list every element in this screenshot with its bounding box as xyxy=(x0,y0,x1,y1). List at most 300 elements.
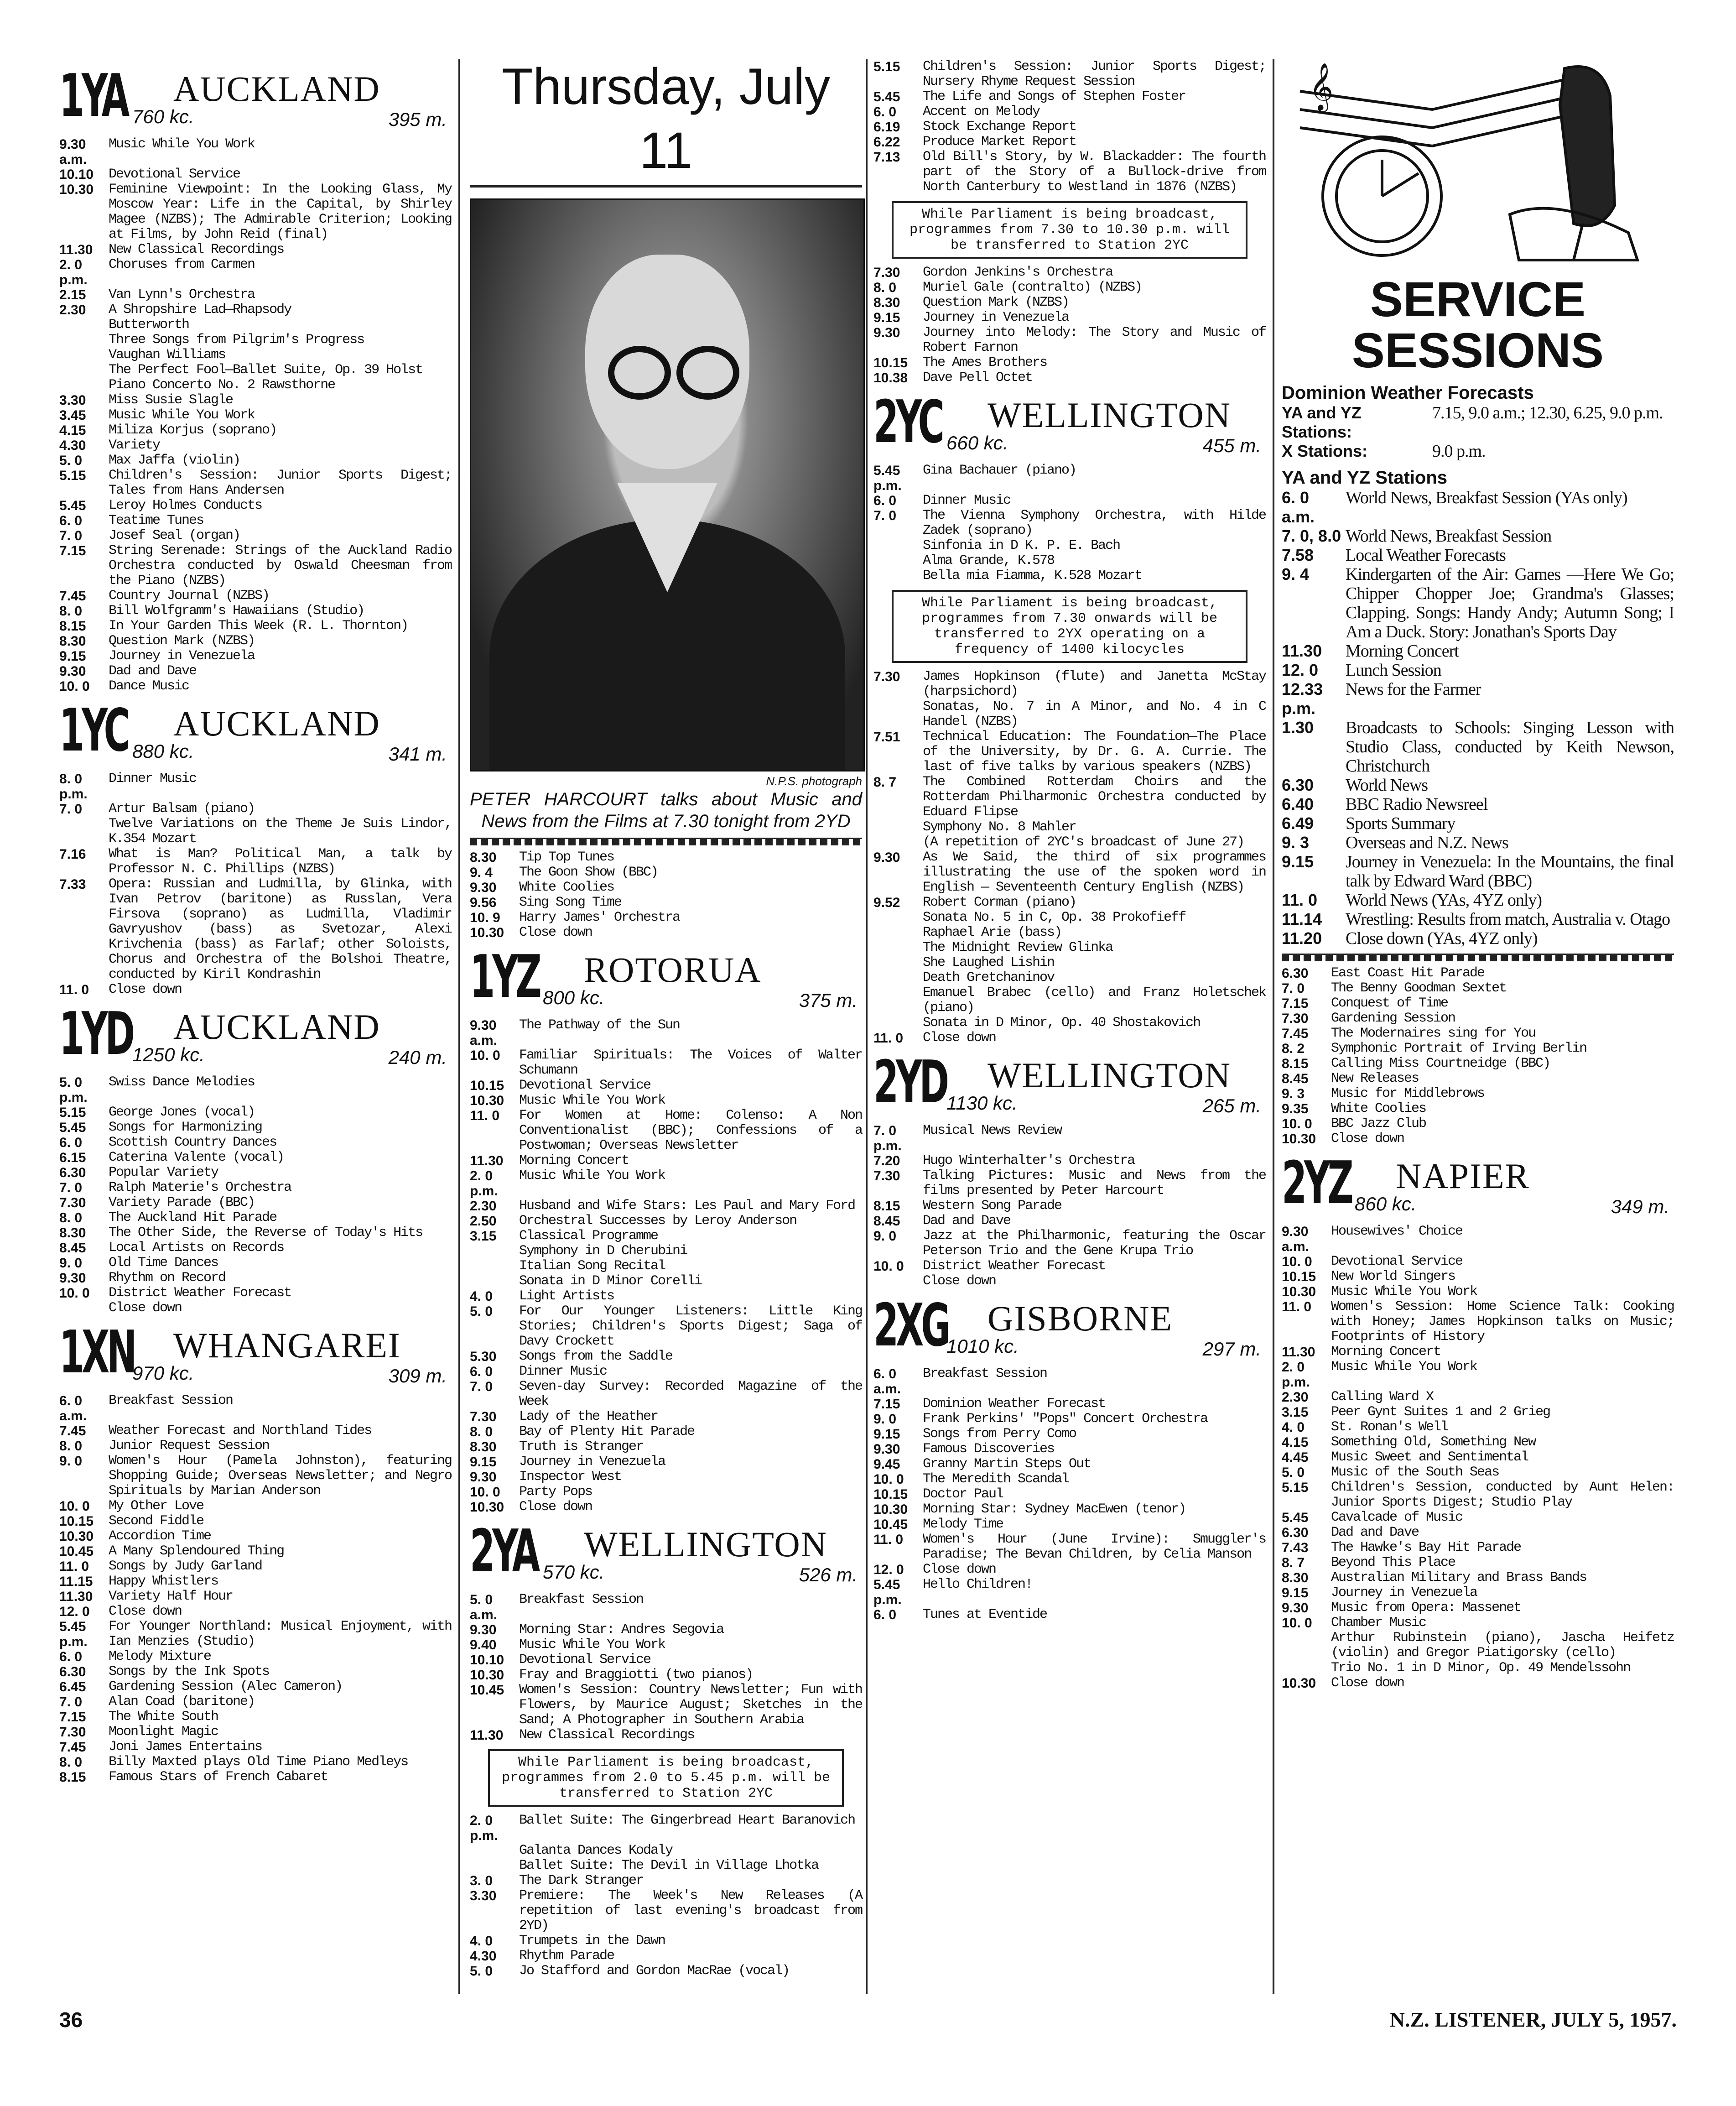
program-list-2ya-evening xyxy=(873,265,1266,386)
program-time: 9.30 xyxy=(59,1271,86,1286)
program-title: The Vienna Symphony Orchestra, with Hilde Zadek (soprano) xyxy=(923,508,1266,538)
program-row xyxy=(59,1393,452,1423)
program-time: 3.15 xyxy=(470,1229,497,1244)
program-time: 8.45 xyxy=(873,1214,900,1229)
program-time: 8.15 xyxy=(59,1770,86,1785)
station-city: NAPIER xyxy=(1396,1156,1530,1196)
parliament-notice: While Parliament is being broadcast, programmes from 2.0 to 5.45 p.m. will be transferred to Station 2YC xyxy=(488,1749,844,1807)
program-row xyxy=(470,1949,862,1964)
program-title: Songs by the Ink Spots xyxy=(109,1664,270,1679)
program-row xyxy=(470,880,862,895)
program-title: Journey into Melody: The Story and Music of Robert Farnon xyxy=(923,325,1266,355)
program-row xyxy=(470,1637,862,1652)
program-time: 7. 0 xyxy=(873,508,897,523)
program-title: The Pathway of the Sun xyxy=(519,1017,680,1033)
program-time: 6. 0 xyxy=(470,1364,493,1379)
program-list-1xn xyxy=(59,1393,452,1785)
program-time: 10.45 xyxy=(873,1517,908,1532)
program-time: 2. 0 p.m. xyxy=(470,1168,498,1199)
program-title: Emanuel Brabec (cello) and Franz Holetschek (piano) xyxy=(923,985,1266,1016)
program-title: Question Mark (NZBS) xyxy=(109,633,255,649)
program-row xyxy=(1282,546,1674,565)
program-title: Opera: Russian and Ludmilla, by Glinka, with Ivan Petrov (baritone) as Russlan, Vera Firsova (soprano) as Ludmilla, Vladimir Gavryushov (bass) as Svetozar, Alexi Krivchenia (bass) as Farlaf; other Soloists, Chorus and Orchestra of the Bolshoi Theatre, conducted by Kiril Kondrashin xyxy=(109,876,452,982)
program-title: World News (YAs, 4YZ only) xyxy=(1346,891,1542,910)
program-time: 9.30 xyxy=(470,1470,497,1485)
program-time: 6. 0 a.m. xyxy=(59,1393,87,1423)
program-time: 10.15 xyxy=(1282,1269,1316,1284)
program-time: 10.15 xyxy=(873,1487,908,1502)
program-time: 7.45 xyxy=(1282,1026,1309,1041)
program-title: Breakfast Session xyxy=(923,1366,1047,1381)
program-title: Western Song Parade xyxy=(923,1198,1062,1214)
program-row xyxy=(470,1409,862,1424)
program-title: Alma Grande, K.578 xyxy=(923,553,1055,568)
station-city: ROTORUA xyxy=(584,950,762,990)
program-title: Produce Market Report xyxy=(923,134,1076,150)
program-time xyxy=(873,1274,923,1289)
program-title: Music While You Work xyxy=(519,1637,665,1652)
program-row xyxy=(59,649,452,664)
program-time: 9.30 xyxy=(873,850,900,865)
program-title: The Auckland Hit Parade xyxy=(109,1210,277,1225)
station-wavelength: 349 m. xyxy=(1611,1196,1669,1217)
program-time: 7. 0, 8.0 xyxy=(1282,526,1341,545)
program-row xyxy=(873,1229,1266,1259)
program-title: Calling Miss Courtneidge (BBC) xyxy=(1331,1056,1550,1071)
program-time: 5.45 xyxy=(1282,1510,1309,1525)
program-time xyxy=(873,970,923,985)
station-code: 2YA xyxy=(470,1517,537,1585)
program-title: Symphonic Portrait of Irving Berlin xyxy=(1331,1041,1587,1056)
program-title: Sonata No. 5 in C, Op. 38 Prokofieff xyxy=(923,910,1186,925)
program-row xyxy=(873,493,1266,508)
program-time: 3.30 xyxy=(59,393,86,408)
program-row xyxy=(59,242,452,257)
program-row xyxy=(59,543,452,589)
program-time xyxy=(873,955,923,970)
program-time: 6. 0 xyxy=(873,104,897,120)
program-time: 6. 0 a.m. xyxy=(1282,488,1315,526)
program-row xyxy=(59,1301,452,1316)
station-frequency: 970 kc. xyxy=(132,1362,194,1384)
program-list-2yd xyxy=(873,1123,1266,1289)
program-time: 10. 0 xyxy=(1282,1116,1312,1131)
program-time: 10.45 xyxy=(59,1544,94,1559)
program-row xyxy=(470,1364,862,1379)
program-title: Songs by Judy Garland xyxy=(109,1559,262,1574)
program-row xyxy=(873,925,1266,940)
station-wavelength: 309 m. xyxy=(388,1365,447,1387)
program-title: Artur Balsam (piano) xyxy=(109,801,255,817)
program-row xyxy=(59,1454,452,1499)
program-time: 9. 0 xyxy=(873,1229,897,1244)
program-title: Wrestling: Results from match, Australia v. Otago xyxy=(1346,910,1670,929)
program-title: Variety Half Hour xyxy=(109,1589,233,1604)
program-title: Women's Hour (June Irvine): Smuggler's Paradise; The Bevan Children, by Celia Manson xyxy=(923,1532,1266,1562)
program-list-2yd-cont xyxy=(470,850,862,940)
program-row xyxy=(470,1304,862,1349)
program-row xyxy=(873,1259,1266,1274)
station-code: 2YD xyxy=(873,1048,946,1116)
station-city: AUCKLAND xyxy=(173,1007,380,1047)
program-row xyxy=(873,820,1266,835)
program-row xyxy=(1282,833,1674,852)
program-row xyxy=(470,1622,862,1637)
program-time: 8. 0 xyxy=(59,1755,83,1770)
program-title: Feminine Viewpoint: In the Looking Glass, My Moscow Year: Life in the Capital, by Shirley Magee (NZBS); The Admirable Criterion; Looking at Films, by John Reid (final) xyxy=(109,182,452,242)
program-title: Songs from the Saddle xyxy=(519,1349,673,1364)
program-title: Sinfonia in D K. P. E. Bach xyxy=(923,538,1120,553)
program-title: Premiere: The Week's New Releases (A repetition of last evening's broadcast from 2YD) xyxy=(519,1888,862,1934)
station-header-2xg xyxy=(873,1292,1266,1365)
station-code: 1XN xyxy=(59,1319,135,1387)
program-title: Scottish Country Dances xyxy=(109,1135,277,1150)
program-row xyxy=(59,1649,452,1664)
program-time: 6. 0 xyxy=(59,1135,83,1150)
program-title: Joni James Entertains xyxy=(109,1739,262,1755)
program-title: East Coast Hit Parade xyxy=(1331,965,1485,981)
program-title: Lunch Session xyxy=(1346,661,1441,680)
program-row xyxy=(59,679,452,694)
ya-yz-heading: YA and YZ Stations xyxy=(1282,468,1448,488)
program-row xyxy=(1282,1540,1674,1555)
station-wavelength: 265 m. xyxy=(1202,1095,1261,1116)
program-title: The Modernaires sing for You xyxy=(1331,1026,1536,1041)
program-row xyxy=(470,1439,862,1454)
program-row xyxy=(59,1619,452,1649)
program-time: 7.30 xyxy=(873,1168,900,1183)
program-row xyxy=(470,910,862,925)
portrait-glasses-right xyxy=(676,346,739,400)
program-title: Music of the South Seas xyxy=(1331,1465,1499,1480)
program-row xyxy=(873,295,1266,310)
program-time: 7.33 xyxy=(59,877,86,892)
program-time: 7.58 xyxy=(1282,546,1314,564)
program-title: Something Old, Something New xyxy=(1331,1434,1536,1450)
program-time: 7.51 xyxy=(873,730,900,745)
program-row xyxy=(1282,996,1674,1011)
program-time: X Stations: xyxy=(1282,442,1368,460)
program-time: 9.45 xyxy=(873,1457,900,1472)
program-title: Country Journal (NZBS) xyxy=(109,588,270,604)
program-time: 7. 0 xyxy=(470,1379,493,1394)
program-title: Devotional Service xyxy=(519,1652,651,1668)
program-title: Sports Summary xyxy=(1346,814,1455,833)
program-title: Close down xyxy=(519,925,593,940)
program-title: Lady of the Heather xyxy=(519,1409,658,1424)
program-row xyxy=(59,393,452,408)
program-row xyxy=(59,1529,452,1544)
program-title: Children's Session: Junior Sports Digest; Nursery Rhyme Request Session xyxy=(923,59,1266,89)
program-title: Happy Whistlers xyxy=(109,1574,218,1589)
program-time: 5. 0 xyxy=(470,1964,493,1979)
program-time: 10. 0 xyxy=(470,1048,500,1063)
program-time: 5. 0 a.m. xyxy=(470,1592,498,1622)
program-row xyxy=(873,1031,1266,1046)
program-time: 1.30 xyxy=(1282,718,1314,737)
program-row xyxy=(1282,641,1674,661)
program-time: 7.30 xyxy=(59,1725,86,1740)
program-row xyxy=(470,1153,862,1168)
program-row xyxy=(59,1574,452,1589)
program-title: James Hopkinson (flute) and Janetta McStay (harpsichord) xyxy=(923,669,1266,699)
program-time: 9.15 xyxy=(59,649,86,664)
program-time: 8. 0 xyxy=(470,1424,493,1439)
program-row xyxy=(873,280,1266,295)
program-time: 7. 0 xyxy=(59,528,83,543)
program-row xyxy=(873,970,1266,985)
program-row xyxy=(1282,680,1674,718)
program-row xyxy=(470,1964,862,1979)
program-title: Devotional Service xyxy=(1331,1254,1463,1269)
program-list-2yc-evening xyxy=(873,669,1266,1046)
program-time: 7.30 xyxy=(1282,1011,1309,1026)
program-row xyxy=(59,847,452,877)
program-title: Conquest of Time xyxy=(1331,996,1448,1011)
station-header-1ya xyxy=(59,62,452,135)
program-title: Inspector West xyxy=(519,1469,622,1485)
service-title-line2: SESSIONS xyxy=(1351,323,1604,378)
program-time: 10. 0 xyxy=(59,1286,90,1301)
program-time: 8. 2 xyxy=(1282,1041,1305,1056)
program-title: Dance Music xyxy=(109,678,189,694)
program-time: 2. 0 p.m. xyxy=(470,1813,498,1843)
program-row xyxy=(470,1873,862,1888)
program-row xyxy=(1282,1465,1674,1480)
program-row xyxy=(1282,891,1674,910)
program-title: Max Jaffa (violin) xyxy=(109,453,240,468)
program-time: 11.20 xyxy=(1282,929,1322,948)
program-row xyxy=(873,730,1266,775)
program-title: Close down xyxy=(109,1300,182,1316)
program-title: Granny Martin Steps Out xyxy=(923,1456,1091,1472)
program-row xyxy=(1282,1676,1674,1691)
program-row xyxy=(1282,442,1674,461)
program-row xyxy=(59,1423,452,1439)
program-row xyxy=(873,1412,1266,1427)
column-3 xyxy=(873,59,1266,1622)
program-row xyxy=(873,1274,1266,1289)
program-time: 9.30 a.m. xyxy=(470,1018,498,1048)
program-row xyxy=(1282,1269,1674,1284)
program-time: 11. 0 xyxy=(1282,891,1318,909)
station-frequency: 760 kc. xyxy=(132,106,194,127)
program-time: YA and YZ Stations: xyxy=(1282,403,1362,441)
program-time: 8.30 xyxy=(470,850,497,865)
program-time: 7.15 xyxy=(873,1397,900,1412)
program-title: Accordion Time xyxy=(109,1528,211,1544)
program-row xyxy=(59,302,452,318)
program-list-2ya-cont xyxy=(873,59,1266,195)
program-row xyxy=(59,1710,452,1725)
program-row xyxy=(873,910,1266,925)
program-time: 10. 0 xyxy=(873,1259,904,1274)
program-title: Death Gretchaninov xyxy=(923,970,1055,985)
program-time: 5.15 xyxy=(59,1105,86,1120)
program-title: Rhythm Parade xyxy=(519,1948,614,1964)
program-row xyxy=(873,1562,1266,1577)
station-header-2yz xyxy=(1282,1149,1674,1222)
program-time: 7.15 xyxy=(1282,996,1309,1011)
program-title: Robert Corman (piano) xyxy=(923,895,1076,910)
program-row xyxy=(59,1225,452,1241)
program-row xyxy=(59,1195,452,1210)
station-city: WELLINGTON xyxy=(988,1055,1232,1095)
program-time: 2. 0 p.m. xyxy=(1282,1360,1310,1390)
program-row xyxy=(59,1241,452,1256)
program-row xyxy=(873,538,1266,553)
program-time: 2.15 xyxy=(59,287,86,302)
program-row xyxy=(873,135,1266,150)
program-title: Party Pops xyxy=(519,1484,593,1500)
program-row xyxy=(59,182,452,242)
program-title: Butterworth xyxy=(109,317,189,333)
program-title: Tip Top Tunes xyxy=(519,850,614,865)
program-time: 6.49 xyxy=(1282,814,1314,833)
wavy-divider xyxy=(470,838,862,845)
program-title: Kindergarten of the Air: Games —Here We Go; Chipper Chopper Joe; Grandma's Glasses; Clapping. Songs: Handy Andy; Autumn Song; I Am a Duck. Story: Jonathan's Sports Day xyxy=(1346,565,1674,641)
program-title: Light Artists xyxy=(519,1288,614,1304)
program-title: For Our Younger Listeners: Little King Stories; Children's Sports Digest; Saga of Davy Crockett xyxy=(519,1303,862,1349)
program-title: George Jones (vocal) xyxy=(109,1105,255,1120)
program-list-1yc xyxy=(59,772,452,997)
program-title: Children's Session, conducted by Aunt Helen: Junior Sports Digest; Studio Play xyxy=(1331,1480,1674,1510)
program-row xyxy=(470,1259,862,1274)
program-title: Broadcasts to Schools: Singing Lesson with Studio Class, conducted by Keith Newson, Christchurch xyxy=(1346,718,1674,776)
program-title: Morning Concert xyxy=(1346,641,1459,661)
program-time: 5. 0 xyxy=(470,1304,493,1319)
microphone-clock-icon xyxy=(1282,59,1674,274)
program-title: Frank Perkins' "Pops" Concert Orchestra xyxy=(923,1411,1208,1427)
program-time: 2.30 xyxy=(1282,1390,1309,1405)
program-title: New Classical Recordings xyxy=(519,1727,695,1743)
program-time: 7.45 xyxy=(59,589,86,604)
program-row xyxy=(470,1454,862,1470)
program-title: Vaughan Williams xyxy=(109,347,226,363)
program-row xyxy=(873,1153,1266,1168)
program-row xyxy=(1282,929,1674,948)
program-title: (A repetition of 2YC's broadcast of June 27) xyxy=(923,834,1244,850)
program-title: Morning Star: Andres Segovia xyxy=(519,1622,724,1637)
program-list-2xg-cont xyxy=(1282,966,1674,1147)
program-title: Trumpets in the Dawn xyxy=(519,1933,665,1949)
program-time: 8.30 xyxy=(470,1439,497,1454)
program-time: 5.15 xyxy=(59,468,86,483)
program-row xyxy=(1282,1284,1674,1299)
program-row xyxy=(1282,1661,1674,1676)
station-header-2yc xyxy=(873,388,1266,461)
program-time: 5.15 xyxy=(1282,1480,1309,1495)
program-title: Cavalcade of Music xyxy=(1331,1510,1463,1525)
program-title: 9.0 p.m. xyxy=(1432,442,1486,461)
program-time: 2. 0 p.m. xyxy=(59,257,88,287)
program-title: Tunes at Eventide xyxy=(923,1607,1047,1622)
program-time: 9.30 xyxy=(470,880,497,895)
program-row xyxy=(873,150,1266,195)
station-code: 2XG xyxy=(873,1292,948,1360)
program-time: 3.15 xyxy=(1282,1405,1309,1420)
column-4 xyxy=(1282,59,1674,1691)
column-rule-1 xyxy=(458,59,460,1994)
program-title: Dad and Dave xyxy=(1331,1525,1419,1540)
program-title: String Serenade: Strings of the Auckland Radio Orchestra conducted by Oswald Cheesman from the Piano (NZBS) xyxy=(109,543,452,589)
program-time xyxy=(59,333,109,348)
portrait-glasses-left xyxy=(608,346,671,400)
station-city: WHANGAREI xyxy=(173,1325,401,1365)
program-title: Close down xyxy=(923,1273,996,1289)
program-title: Bill Wolfgramm's Hawaiians (Studio) xyxy=(109,603,364,619)
program-title: Close down xyxy=(109,982,182,997)
program-time xyxy=(873,1016,923,1031)
program-time: 6.40 xyxy=(1282,795,1314,813)
program-title: Dominion Weather Forecast xyxy=(923,1396,1106,1412)
program-title: Journey in Venezuela xyxy=(1331,1585,1477,1600)
program-title: Dinner Music xyxy=(519,1364,607,1379)
service-title-line1: SERVICE xyxy=(1370,271,1586,327)
program-title: BBC Radio Newsreel xyxy=(1346,795,1488,814)
station-city: WELLINGTON xyxy=(988,395,1232,435)
program-time: 10.30 xyxy=(59,1529,94,1544)
program-row xyxy=(470,1843,862,1858)
program-row xyxy=(1282,1299,1674,1345)
program-time: 10.30 xyxy=(470,1500,504,1515)
program-title: Close down xyxy=(923,1030,996,1046)
program-time: 10. 0 xyxy=(1282,1616,1312,1631)
program-time: 10.30 xyxy=(470,925,504,940)
program-title: Junior Request Session xyxy=(109,1438,270,1454)
program-time: 9.40 xyxy=(470,1637,497,1652)
program-row xyxy=(873,985,1266,1016)
program-time xyxy=(59,348,109,363)
program-row xyxy=(59,438,452,453)
program-time: 2.50 xyxy=(470,1214,497,1229)
program-time: 7. 0 xyxy=(59,802,83,817)
program-title: Van Lynn's Orchestra xyxy=(109,287,255,302)
program-row xyxy=(873,1214,1266,1229)
program-title: Alan Coad (baritone) xyxy=(109,1694,255,1710)
program-time: 8. 0 xyxy=(59,1210,83,1225)
program-row xyxy=(59,1075,452,1105)
program-time: 11.14 xyxy=(1282,910,1322,928)
program-title: Morning Concert xyxy=(519,1153,629,1168)
program-title: Sonata in D Minor Corelli xyxy=(519,1273,702,1289)
program-time: 6.30 xyxy=(59,1664,86,1679)
program-title: Overseas and N.Z. News xyxy=(1346,833,1508,852)
program-title: Breakfast Session xyxy=(109,1393,233,1408)
program-title: Symphony No. 8 Mahler xyxy=(923,819,1076,835)
program-row xyxy=(1282,795,1674,814)
program-time xyxy=(873,699,923,730)
program-row xyxy=(470,1018,862,1048)
program-time: 7.43 xyxy=(1282,1540,1309,1555)
program-row xyxy=(59,1180,452,1195)
program-title: Journey in Venezuela xyxy=(109,648,255,664)
program-row xyxy=(59,1165,452,1180)
program-row xyxy=(470,1934,862,1949)
program-time: 5.45 p.m. xyxy=(59,1619,88,1649)
station-city: GISBORNE xyxy=(988,1298,1173,1338)
program-time: 9.15 xyxy=(873,1427,900,1442)
program-title: A Shropshire Lad—Rhapsody xyxy=(109,302,291,318)
program-row xyxy=(1282,1056,1674,1071)
program-time: 7. 0 xyxy=(59,1180,83,1195)
program-row xyxy=(59,1544,452,1559)
program-title: Piano Concerto No. 2 Rawsthorne xyxy=(109,377,335,393)
program-title: Josef Seal (organ) xyxy=(109,528,240,543)
program-time: 9.15 xyxy=(1282,852,1314,871)
service-sessions-illustration xyxy=(1282,59,1674,274)
program-title: The Life and Songs of Stephen Foster xyxy=(923,89,1186,104)
